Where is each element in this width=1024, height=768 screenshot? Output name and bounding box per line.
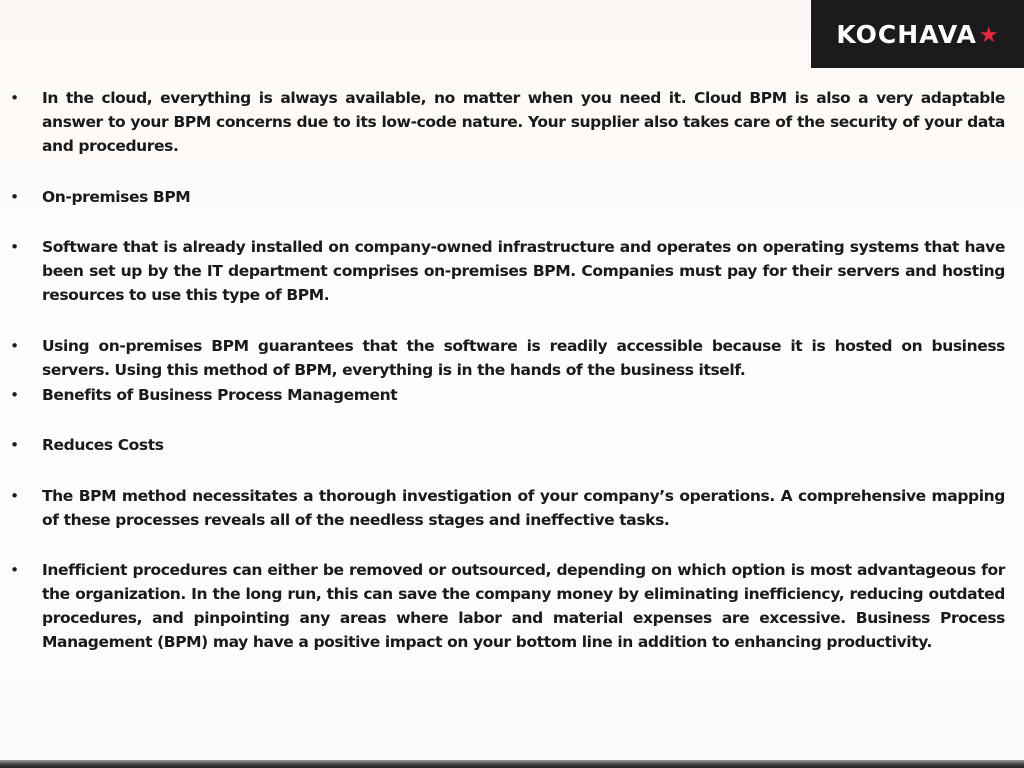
list-item-text: In the cloud, everything is always available, no matter when you need it. Cloud BPM is also a very adaptable answer to your BPM concerns due to its low-code nature. Your supplier also takes care of the security of your data and procedures. (42, 89, 1005, 155)
star-icon: ★ (978, 22, 999, 47)
list-item (0, 433, 1024, 457)
bullet-marker: • (10, 561, 19, 579)
bullet-list (0, 86, 1024, 681)
list-item (0, 484, 1024, 532)
list-item-text: The BPM method necessitates a thorough investigation of your company’s operations. A comprehensive mapping of these processes reveals all of the needless stages and ineffective tasks. (42, 486, 1005, 529)
kochava-logo (811, 0, 1024, 68)
list-item-text: Using on-premises BPM guarantees that the software is readily accessible because it is hosted on business servers. Using this method of BPM, everything is in the hands of the business itself. (42, 336, 1005, 379)
bottom-divider (0, 760, 1024, 768)
list-item-text: Inefficient procedures can either be removed or outsourced, depending on which option is most advantageous for the organization. In the long run, this can save the company money by eliminating inefficiency, reducing outdated procedures, and pinpointing any areas where labor and material expenses are excessive. Business Process Management (BPM) may have a positive impact on your bottom line in addition to enhancing productivity. (42, 561, 1005, 651)
bullet-marker: • (10, 436, 19, 454)
list-item (0, 334, 1024, 382)
list-item (0, 185, 1024, 209)
bullet-marker: • (10, 187, 19, 206)
list-item (0, 86, 1024, 158)
list-item-text: Reduces Costs (42, 436, 164, 454)
list-item-text: Software that is already installed on company-owned infrastructure and operates on operating systems that have been set up by the IT department comprises on-premises BPM. Companies must pay for their servers and hosting resources to use this type of BPM. (42, 238, 1005, 304)
logo-wordmark: KOCHAVA (836, 19, 977, 49)
list-item-text: On-premises BPM (42, 187, 191, 206)
bullet-marker: • (10, 385, 19, 404)
list-item (0, 383, 1024, 407)
bullet-marker: • (10, 336, 19, 355)
list-item (0, 235, 1024, 307)
list-item (0, 558, 1024, 654)
list-item-text: Benefits of Business Process Management (42, 385, 398, 404)
bullet-marker: • (10, 238, 19, 256)
bullet-marker: • (10, 89, 19, 107)
bullet-marker: • (10, 486, 19, 505)
